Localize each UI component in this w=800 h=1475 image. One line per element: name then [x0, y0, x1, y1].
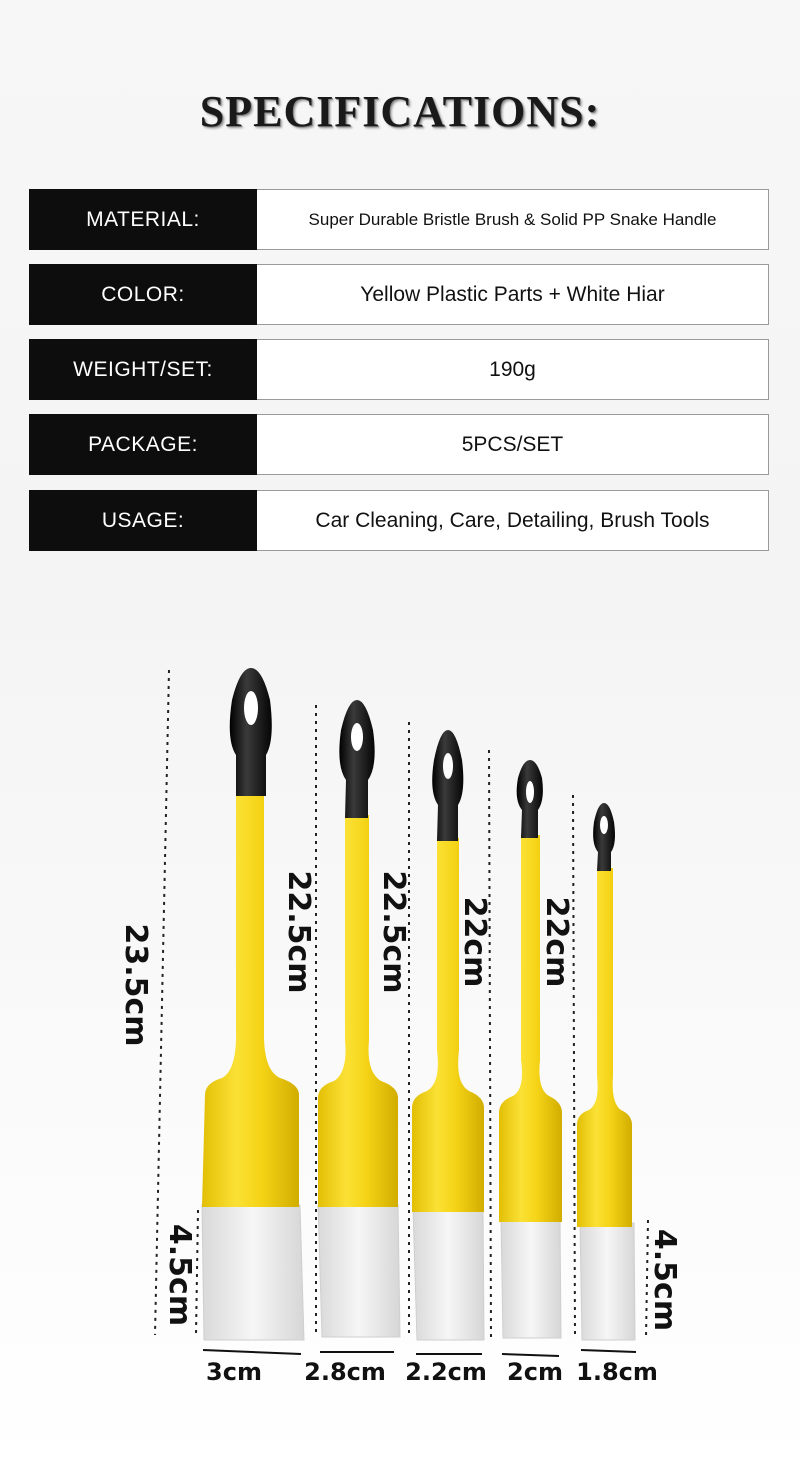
spec-label: COLOR:: [29, 264, 257, 325]
spec-row-package: [29, 414, 769, 475]
width-label: 1.8cm: [576, 1358, 658, 1386]
bristle-length-label: 4.5cm: [647, 1228, 682, 1332]
brush-5: [577, 803, 635, 1340]
width-label: 2.2cm: [405, 1358, 487, 1386]
spec-value: 190g: [257, 339, 769, 400]
brush-1: [202, 668, 304, 1340]
length-label: 22.5cm: [281, 870, 316, 994]
overall-length-label: 23.5cm: [118, 923, 153, 1047]
spec-label: USAGE:: [29, 490, 257, 551]
spec-label: MATERIAL:: [29, 189, 257, 250]
spec-row-color: [29, 264, 769, 325]
brush-3: [412, 730, 484, 1340]
width-label: 3cm: [206, 1358, 262, 1386]
width-label: 2cm: [507, 1358, 563, 1386]
bristle-length-label: 4.5cm: [162, 1223, 197, 1327]
spec-value: 5PCS/SET: [257, 414, 769, 475]
spec-label: PACKAGE:: [29, 414, 257, 475]
width-lines: [203, 1350, 636, 1356]
length-label: 22cm: [539, 896, 574, 988]
spec-label: WEIGHT/SET:: [29, 339, 257, 400]
spec-row-usage: [29, 490, 769, 551]
spec-row-material: [29, 189, 769, 250]
brush-set-illustration: [0, 600, 800, 1475]
length-label: 22.5cm: [376, 870, 411, 994]
page-title: SPECIFICATIONS:: [199, 87, 601, 136]
spec-value: Yellow Plastic Parts + White Hiar: [257, 264, 769, 325]
brush-4: [499, 760, 562, 1338]
spec-value: Car Cleaning, Care, Detailing, Brush Tools: [257, 490, 769, 551]
spec-row-weight: [29, 339, 769, 400]
width-label: 2.8cm: [304, 1358, 386, 1386]
length-label: 22cm: [457, 896, 492, 988]
brush-2: [318, 700, 400, 1337]
spec-value: Super Durable Bristle Brush & Solid PP Snake Handle: [257, 189, 769, 250]
